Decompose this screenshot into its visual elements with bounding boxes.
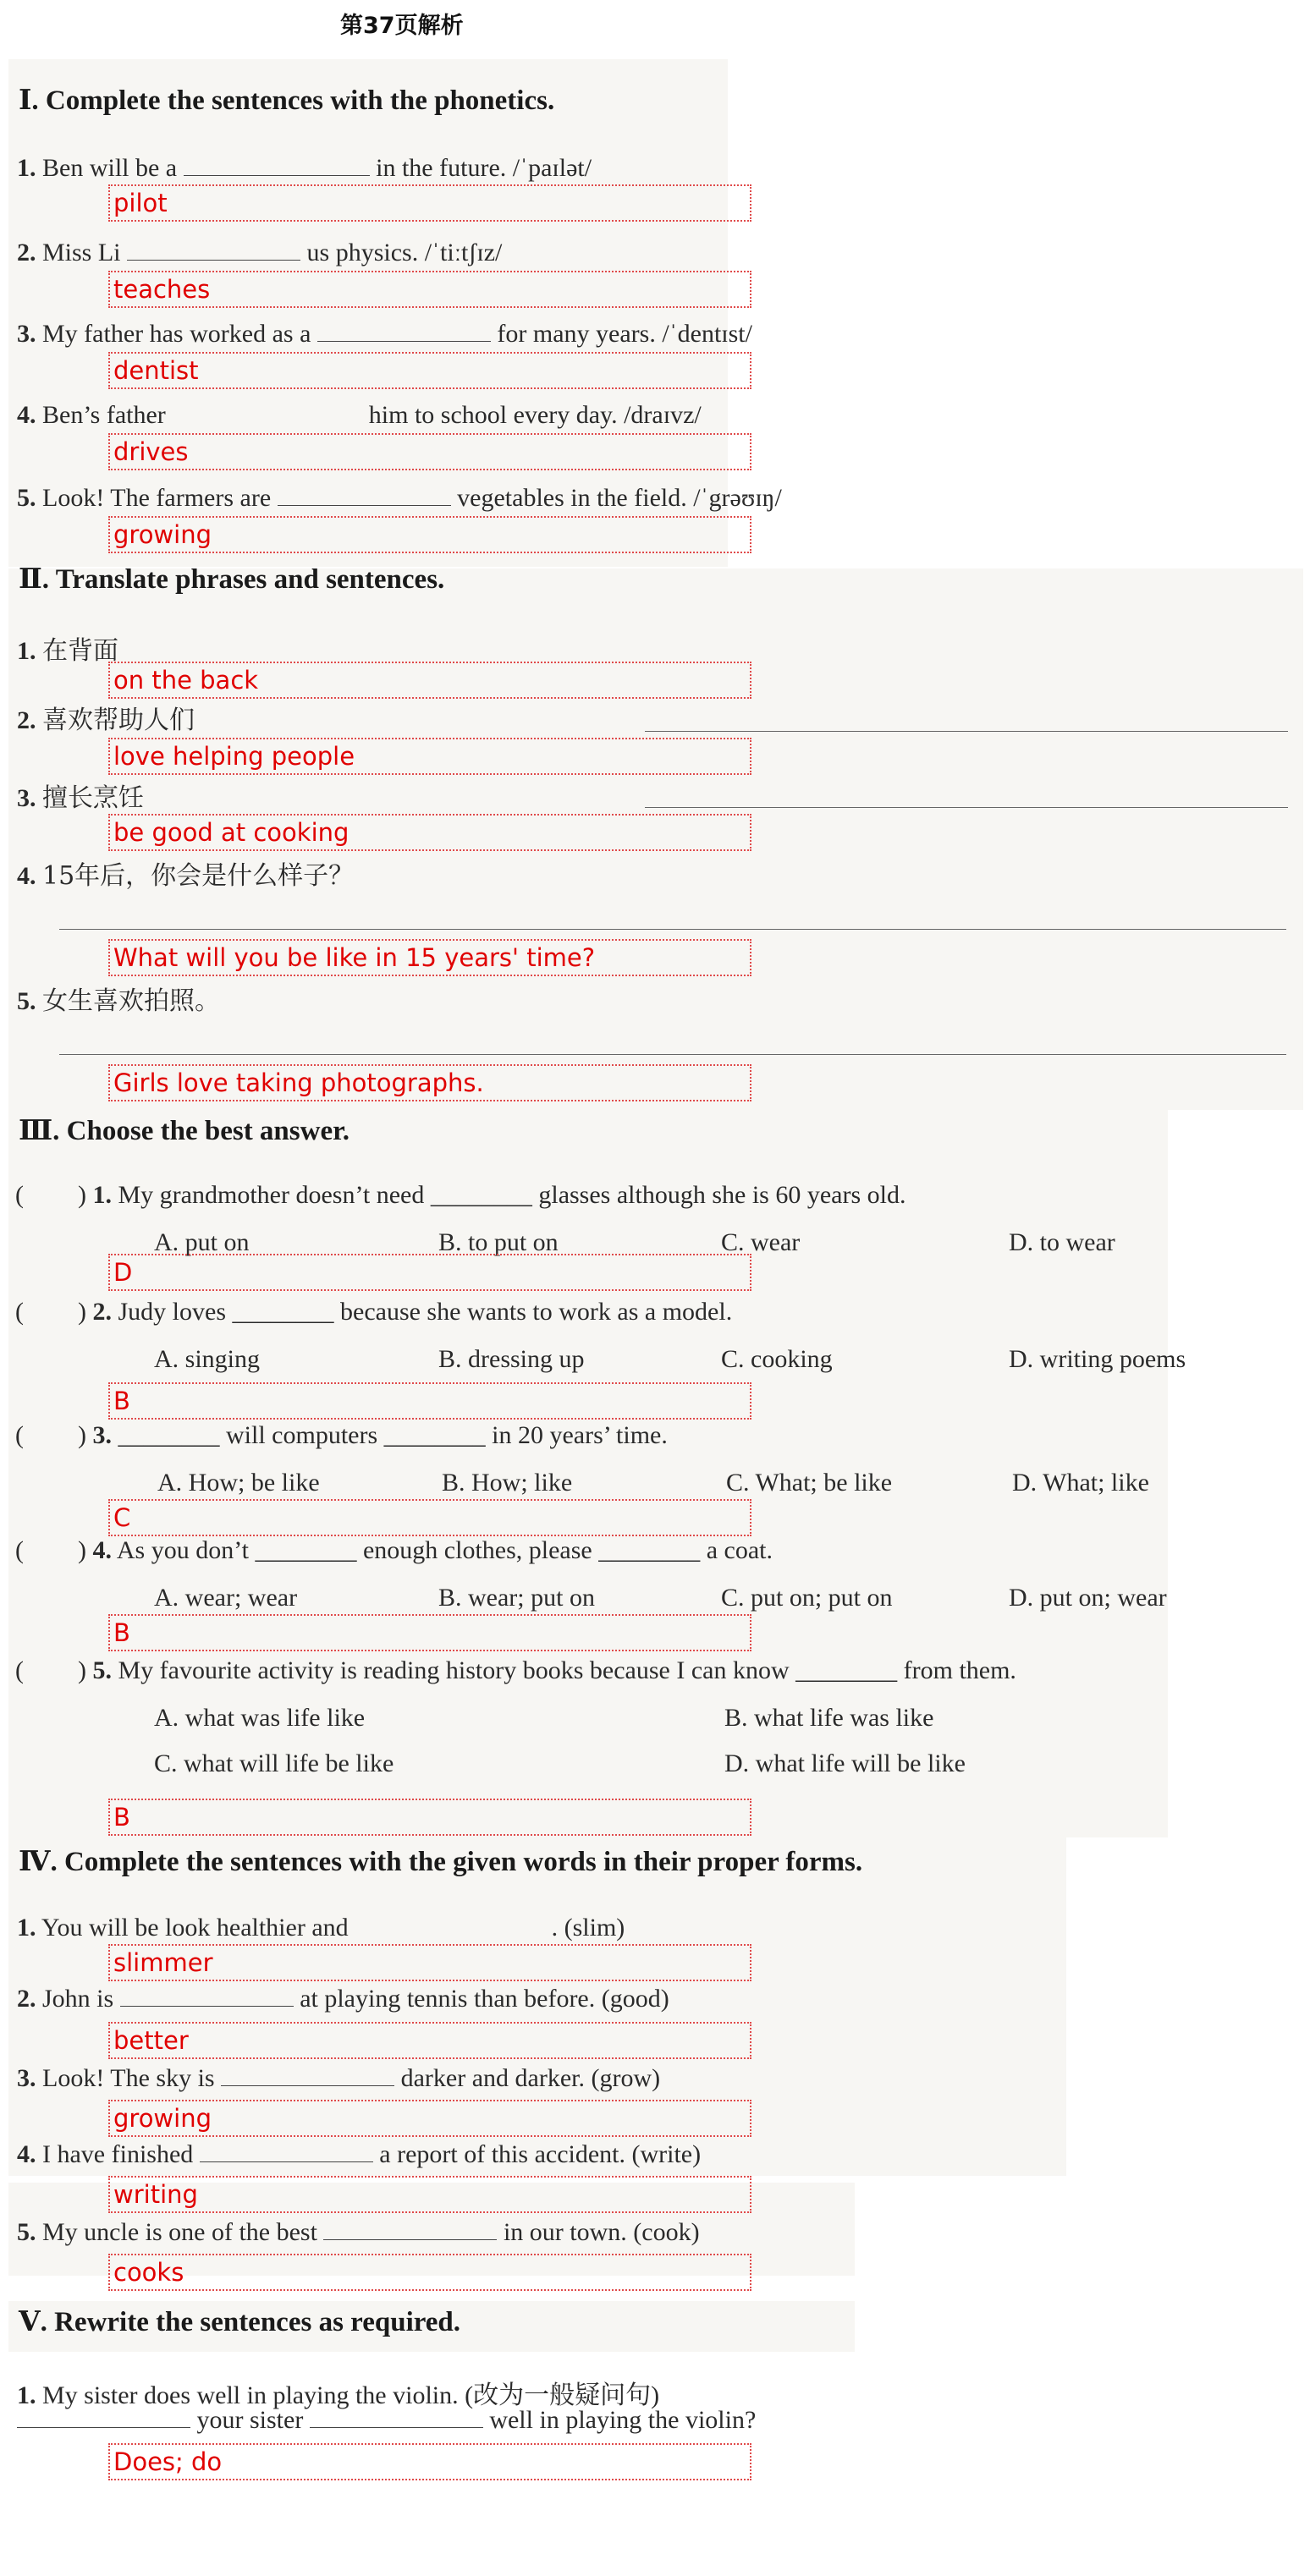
option-b: B. what life was like bbox=[724, 1704, 934, 1732]
question-number: 4. bbox=[92, 1536, 112, 1564]
answer-box: B bbox=[108, 1799, 751, 1836]
s4-question-4 bbox=[17, 2140, 701, 2169]
option-c: C. what will life be like bbox=[154, 1749, 394, 1777]
s3-question-1: ( ) 1. My grandmother doesn’t need ________ glasses although she is 60 years old. bbox=[15, 1181, 906, 1209]
question-text: My father has worked as a bbox=[42, 320, 311, 348]
option-d: D. writing poems bbox=[1009, 1345, 1186, 1373]
answer-box: be good at cooking bbox=[108, 814, 751, 851]
option-b: B. wear; put on bbox=[438, 1584, 595, 1612]
s2-question-4 bbox=[17, 854, 354, 892]
s2-question-3 bbox=[17, 777, 144, 814]
answer-box: pilot bbox=[108, 184, 751, 222]
answer-box: C bbox=[108, 1499, 751, 1536]
s1-question-4 bbox=[17, 401, 702, 430]
question-number: 3. bbox=[17, 784, 36, 812]
question-number: 3. bbox=[17, 320, 36, 348]
page-title: 第37页解析 bbox=[340, 13, 464, 39]
option-c: C. cooking bbox=[721, 1345, 833, 1373]
s3-question-3: ( ) 3. ________ will computers ________ in 20 years’ time. bbox=[15, 1421, 668, 1449]
question-text: My sister does well in playing the violin. (改为一般疑问句) bbox=[42, 2381, 660, 2409]
question-number: 1. bbox=[17, 637, 36, 665]
option-d: D. to wear bbox=[1009, 1228, 1115, 1256]
question-text: at playing tennis than before. (good) bbox=[300, 1985, 669, 2013]
question-text: your sister bbox=[196, 2406, 304, 2434]
section-1-heading: Ⅰ. Complete the sentences with the phonetics. bbox=[19, 85, 555, 116]
option-b: B. to put on bbox=[438, 1228, 559, 1256]
s1-question-3 bbox=[17, 320, 752, 349]
answer-box: better bbox=[108, 2022, 751, 2059]
answer-box: writing bbox=[108, 2176, 751, 2213]
option-d: D. put on; wear bbox=[1009, 1584, 1167, 1612]
question-text: darker and darker. (grow) bbox=[400, 2064, 661, 2092]
s1-question-5 bbox=[17, 484, 782, 513]
question-text: him to school every day. /draɪvz/ bbox=[368, 401, 702, 429]
question-text: us physics. /ˈtiːtʃɪz/ bbox=[306, 239, 503, 266]
s2-question-5 bbox=[17, 980, 220, 1017]
s4-question-3 bbox=[17, 2064, 660, 2093]
s4-question-2 bbox=[17, 1985, 669, 2013]
question-text: Ben’s father bbox=[42, 401, 166, 429]
question-text: . (slim) bbox=[551, 1914, 625, 1942]
question-text: 在背面 bbox=[42, 636, 118, 666]
answer-box: D bbox=[108, 1254, 751, 1291]
section-5-heading: Ⅴ. Rewrite the sentences as required. bbox=[19, 2307, 461, 2337]
s4-question-1 bbox=[17, 1914, 625, 1942]
question-text: for many years. /ˈdentɪst/ bbox=[497, 320, 752, 348]
option-b: B. How; like bbox=[442, 1469, 573, 1497]
s3-question-2: ( ) 2. Judy loves ________ because she wants to work as a model. bbox=[15, 1298, 733, 1326]
answer-box: B bbox=[108, 1614, 751, 1651]
question-number: 4. bbox=[17, 2140, 36, 2168]
question-number: 5. bbox=[17, 987, 36, 1015]
question-number: 3. bbox=[92, 1421, 112, 1449]
question-text: ________ will computers ________ in 20 years’ time. bbox=[118, 1421, 668, 1449]
question-text: My uncle is one of the best bbox=[42, 2218, 317, 2246]
option-a: A. singing bbox=[154, 1345, 261, 1373]
option-a: A. put on bbox=[154, 1228, 250, 1256]
question-text: John is bbox=[42, 1985, 114, 2013]
option-c: C. wear bbox=[721, 1228, 801, 1256]
question-text: Look! The farmers are bbox=[42, 484, 272, 512]
question-text: in the future. /ˈpaɪlət/ bbox=[376, 154, 592, 182]
s1-question-2 bbox=[17, 239, 502, 267]
question-text: My favourite activity is reading history books because I can know ________ from them. bbox=[118, 1656, 1016, 1684]
option-a: A. what was life like bbox=[154, 1704, 366, 1732]
question-number: 4. bbox=[17, 401, 36, 429]
question-text: I have finished bbox=[42, 2140, 194, 2168]
option-c: C. What; be like bbox=[726, 1469, 893, 1497]
question-number: 1. bbox=[92, 1181, 112, 1209]
option-c: C. put on; put on bbox=[721, 1584, 893, 1612]
question-text: 擅长烹饪 bbox=[42, 783, 144, 813]
section-4-heading: Ⅳ. Complete the sentences with the given words in their proper forms. bbox=[19, 1847, 863, 1877]
question-text: Look! The sky is bbox=[42, 2064, 215, 2092]
answer-box: growing bbox=[108, 2100, 751, 2137]
answer-box: on the back bbox=[108, 662, 751, 699]
question-text: in our town. (cook) bbox=[503, 2218, 700, 2246]
section-3-heading: Ⅲ. Choose the best answer. bbox=[19, 1116, 350, 1146]
question-text: vegetables in the field. /ˈgrəʊɪŋ/ bbox=[457, 484, 782, 512]
answer-box: Does; do bbox=[108, 2443, 751, 2480]
question-text: 喜欢帮助人们 bbox=[42, 706, 195, 735]
s3-question-5: ( ) 5. My favourite activity is reading history books because I can know ________ from them. bbox=[15, 1656, 1016, 1684]
s2-question-2 bbox=[17, 699, 195, 736]
answer-box: Girls love taking photographs. bbox=[108, 1064, 751, 1101]
question-text: 15年后，你会是什么样子？ bbox=[42, 861, 355, 891]
question-number: 1. bbox=[17, 1914, 36, 1942]
answer-box: teaches bbox=[108, 271, 751, 308]
question-text: As you don’t ________ enough clothes, please ________ a coat. bbox=[116, 1536, 773, 1564]
question-text: Judy loves ________ because she wants to work as a model. bbox=[118, 1298, 733, 1326]
question-number: 4. bbox=[17, 862, 36, 890]
question-number: 5. bbox=[92, 1656, 112, 1684]
s4-question-5 bbox=[17, 2218, 700, 2247]
option-d: D. what life will be like bbox=[724, 1749, 966, 1777]
question-number: 2. bbox=[92, 1298, 112, 1326]
answer-box: cooks bbox=[108, 2254, 751, 2291]
question-text: 女生喜欢拍照。 bbox=[42, 986, 220, 1016]
question-number: 3. bbox=[17, 2064, 36, 2092]
s3-question-4: ( ) 4. As you don’t ________ enough clothes, please ________ a coat. bbox=[15, 1536, 773, 1564]
option-b: B. dressing up bbox=[438, 1345, 585, 1373]
question-number: 2. bbox=[17, 1985, 36, 2013]
question-text: My grandmother doesn’t need ________ glasses although she is 60 years old. bbox=[118, 1181, 906, 1209]
question-text: well in playing the violin? bbox=[489, 2406, 757, 2434]
question-number: 2. bbox=[17, 239, 36, 266]
question-text: Ben will be a bbox=[42, 154, 178, 182]
question-number: 5. bbox=[17, 484, 36, 512]
option-a: A. wear; wear bbox=[154, 1584, 298, 1612]
question-number: 5. bbox=[17, 2218, 36, 2246]
question-number: 1. bbox=[17, 2381, 36, 2409]
s2-question-1 bbox=[17, 629, 118, 667]
answer-box: What will you be like in 15 years' time? bbox=[108, 939, 751, 976]
answer-box: love helping people bbox=[108, 738, 751, 775]
option-d: D. What; like bbox=[1012, 1469, 1149, 1497]
answer-box: B bbox=[108, 1382, 751, 1420]
question-number: 1. bbox=[17, 154, 36, 182]
question-text: You will be look healthier and bbox=[41, 1914, 349, 1942]
section-2-heading: Ⅱ. Translate phrases and sentences. bbox=[19, 564, 445, 595]
s1-question-1 bbox=[17, 154, 592, 183]
question-text: Miss Li bbox=[42, 239, 121, 266]
answer-box: growing bbox=[108, 516, 751, 553]
question-text: a report of this accident. (write) bbox=[379, 2140, 702, 2168]
answer-box: dentist bbox=[108, 352, 751, 389]
answer-box: slimmer bbox=[108, 1944, 751, 1981]
answer-box: drives bbox=[108, 433, 751, 470]
question-number: 2. bbox=[17, 706, 36, 734]
option-a: A. How; be like bbox=[157, 1469, 320, 1497]
s5-question-1-rewrite bbox=[17, 2406, 756, 2435]
